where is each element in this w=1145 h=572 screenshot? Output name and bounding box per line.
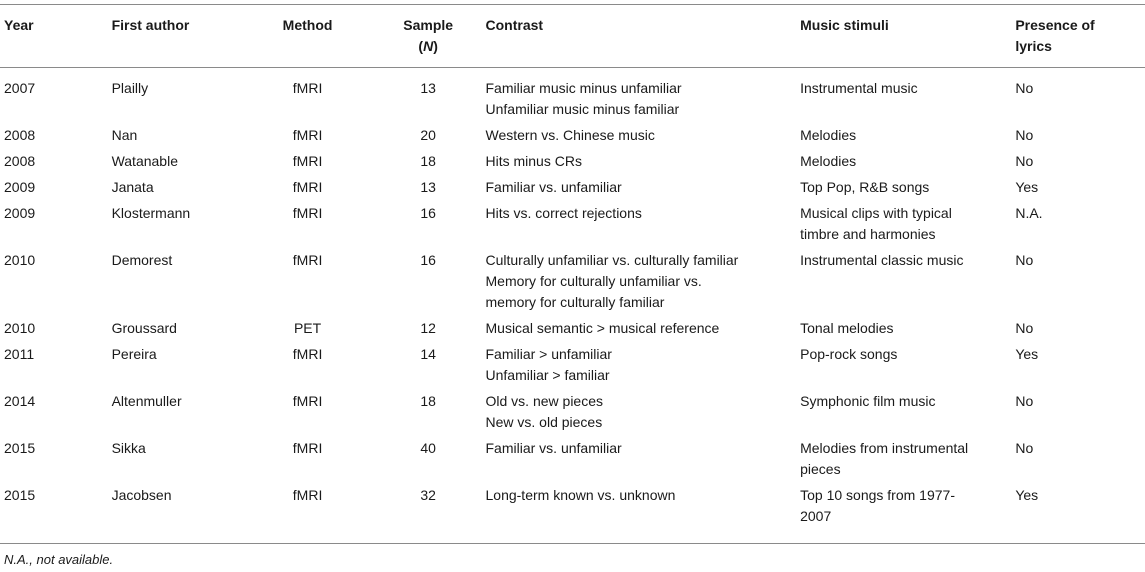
cell-music-stimuli [800, 125, 1015, 151]
cell-music-stimuli-line: Melodies from instrumental [800, 440, 969, 456]
cell-presence-of-lyrics: Yes [1015, 487, 1039, 503]
cell-music-stimuli [800, 485, 1015, 544]
header-sample-label: Sample [403, 17, 454, 33]
cell-first-author: Demorest [111, 252, 173, 268]
cell-music-stimuli [800, 177, 1015, 203]
cell-contrast [482, 250, 801, 318]
cell-presence-of-lyrics: No [1015, 393, 1034, 409]
cell-first-author: Groussard [111, 320, 177, 336]
cell-music-stimuli-line: Melodies [800, 127, 857, 143]
cell-year: 2014 [4, 393, 36, 409]
cell-method: fMRI [292, 153, 323, 169]
header-contrast: Contrast [485, 17, 544, 33]
cell-presence-of-lyrics: No [1015, 440, 1034, 456]
cell-contrast [482, 68, 801, 126]
cell-music-stimuli-line: Melodies [800, 153, 857, 169]
cell-music-stimuli [800, 68, 1015, 126]
cell-year: 2009 [4, 205, 36, 221]
cell-presence-of-lyrics: No [1015, 153, 1034, 169]
cell-method: fMRI [292, 487, 323, 503]
table-header [0, 5, 1145, 68]
cell-music-stimuli-line: Symphonic film music [800, 393, 936, 409]
table-row [0, 391, 1145, 438]
table-footnote: N.A., not available. [4, 552, 114, 567]
header-sample-n-letter: N [423, 38, 434, 54]
cell-presence-of-lyrics: Yes [1015, 346, 1039, 362]
cell-first-author: Plailly [111, 80, 149, 96]
cell-method: PET [293, 320, 322, 336]
cell-presence-of-lyrics: No [1015, 252, 1034, 268]
cell-contrast-line: Long-term known vs. unknown [485, 487, 676, 503]
cell-year: 2015 [4, 440, 36, 456]
cell-sample: 20 [420, 127, 436, 143]
cell-contrast [482, 125, 801, 151]
cell-contrast [482, 344, 801, 391]
cell-music-stimuli-line: Tonal melodies [800, 320, 894, 336]
cell-year: 2008 [4, 127, 36, 143]
cell-year: 2015 [4, 487, 36, 503]
cell-contrast [482, 318, 801, 344]
cell-music-stimuli-line: Instrumental classic music [800, 252, 964, 268]
cell-first-author: Klostermann [111, 205, 191, 221]
table-row [0, 344, 1145, 391]
cell-sample: 18 [420, 393, 436, 409]
cell-contrast-line: Familiar music minus unfamiliar [485, 80, 682, 96]
cell-contrast-line: Memory for culturally unfamiliar vs. [485, 273, 702, 289]
cell-contrast [482, 485, 801, 544]
cell-music-stimuli [800, 318, 1015, 344]
header-sample-n: (N) [418, 38, 438, 54]
cell-contrast-line: Unfamiliar > familiar [485, 367, 610, 383]
cell-first-author: Janata [111, 179, 154, 195]
table-row [0, 68, 1145, 126]
cell-method: fMRI [292, 179, 323, 195]
cell-contrast-line: Familiar vs. unfamiliar [485, 440, 622, 456]
table-row [0, 125, 1145, 151]
studies-table [0, 4, 1145, 544]
cell-contrast-line: Western vs. Chinese music [485, 127, 655, 143]
cell-contrast [482, 177, 801, 203]
cell-music-stimuli [800, 391, 1015, 438]
cell-music-stimuli-line: timbre and harmonies [800, 226, 936, 242]
cell-contrast-line: Familiar > unfamiliar [485, 346, 612, 362]
cell-presence-of-lyrics: No [1015, 80, 1034, 96]
cell-presence-of-lyrics: Yes [1015, 179, 1039, 195]
table-row [0, 485, 1145, 544]
cell-contrast-line: Familiar vs. unfamiliar [485, 179, 622, 195]
header-method: Method [282, 17, 333, 33]
cell-method: fMRI [292, 252, 323, 268]
cell-contrast [482, 438, 801, 485]
cell-music-stimuli [800, 438, 1015, 485]
cell-contrast-line: Old vs. new pieces [485, 393, 603, 409]
table-row [0, 151, 1145, 177]
cell-sample: 12 [420, 320, 436, 336]
header-lyrics-line1: Presence of [1015, 17, 1095, 33]
cell-first-author: Altenmuller [111, 393, 182, 409]
cell-music-stimuli-line: Musical clips with typical [800, 205, 952, 221]
cell-contrast-line: Hits vs. correct rejections [485, 205, 642, 221]
cell-contrast-line: Hits minus CRs [485, 153, 582, 169]
cell-contrast [482, 203, 801, 250]
cell-contrast-line: Musical semantic > musical reference [485, 320, 720, 336]
cell-first-author: Sikka [111, 440, 146, 456]
table-row [0, 318, 1145, 344]
cell-presence-of-lyrics: No [1015, 320, 1034, 336]
cell-year: 2010 [4, 320, 36, 336]
table-row [0, 203, 1145, 250]
cell-contrast [482, 391, 801, 438]
cell-music-stimuli-line: 2007 [800, 508, 832, 524]
table-body [0, 68, 1145, 544]
cell-sample: 18 [420, 153, 436, 169]
cell-year: 2011 [4, 346, 35, 362]
cell-contrast-line: Culturally unfamiliar vs. culturally familiar [485, 252, 739, 268]
cell-year: 2010 [4, 252, 36, 268]
cell-music-stimuli [800, 151, 1015, 177]
cell-contrast-line: New vs. old pieces [485, 414, 603, 430]
cell-music-stimuli-line: Top 10 songs from 1977- [800, 487, 955, 503]
cell-year: 2007 [4, 80, 36, 96]
cell-first-author: Pereira [111, 346, 157, 362]
cell-sample: 16 [420, 205, 436, 221]
header-first-author: First author [111, 17, 190, 33]
header-lyrics-line2: lyrics [1015, 38, 1052, 54]
cell-presence-of-lyrics: No [1015, 127, 1034, 143]
cell-music-stimuli [800, 344, 1015, 391]
cell-method: fMRI [292, 205, 323, 221]
cell-contrast [482, 151, 801, 177]
cell-sample: 16 [420, 252, 436, 268]
cell-music-stimuli-line: Top Pop, R&B songs [800, 179, 930, 195]
cell-sample: 32 [420, 487, 436, 503]
cell-music-stimuli [800, 203, 1015, 250]
table-row [0, 177, 1145, 203]
cell-contrast-line: Unfamiliar music minus familiar [485, 101, 680, 117]
cell-year: 2008 [4, 153, 36, 169]
cell-method: fMRI [292, 127, 323, 143]
cell-contrast-line: memory for culturally familiar [485, 294, 665, 310]
header-year: Year [4, 17, 34, 33]
cell-music-stimuli [800, 250, 1015, 318]
cell-first-author: Watanable [111, 153, 178, 169]
cell-sample: 14 [420, 346, 436, 362]
cell-method: fMRI [292, 440, 323, 456]
cell-sample: 13 [420, 179, 436, 195]
header-sample [375, 5, 482, 68]
cell-presence-of-lyrics: N.A. [1015, 205, 1043, 221]
cell-music-stimuli-line: Instrumental music [800, 80, 918, 96]
cell-first-author: Nan [111, 127, 138, 143]
cell-year: 2009 [4, 179, 36, 195]
cell-sample: 13 [420, 80, 436, 96]
cell-music-stimuli-line: Pop-rock songs [800, 346, 898, 362]
cell-first-author: Jacobsen [111, 487, 172, 503]
cell-method: fMRI [292, 80, 323, 96]
table-row [0, 438, 1145, 485]
cell-method: fMRI [292, 346, 323, 362]
table-row [0, 250, 1145, 318]
cell-sample: 40 [420, 440, 436, 456]
header-row [0, 5, 1145, 68]
header-music-stimuli: Music stimuli [800, 17, 889, 33]
header-presence-of-lyrics [1015, 5, 1145, 68]
cell-music-stimuli-line: pieces [800, 461, 841, 477]
cell-method: fMRI [292, 393, 323, 409]
